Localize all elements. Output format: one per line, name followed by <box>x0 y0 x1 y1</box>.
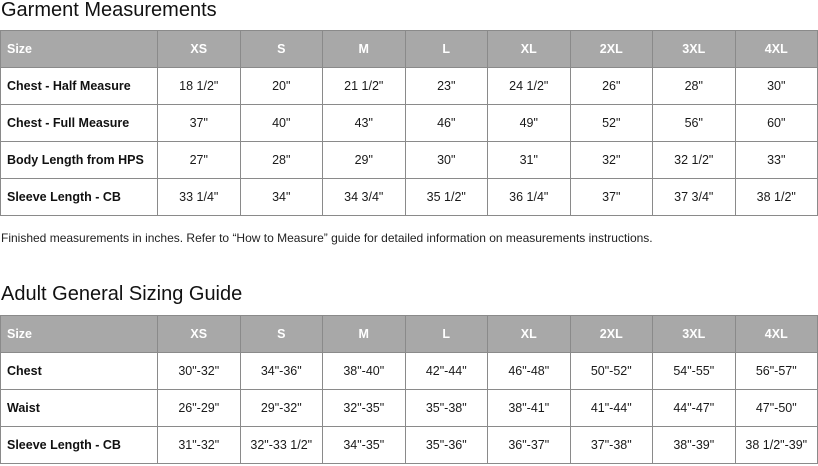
measurement-note: Finished measurements in inches. Refer to “How to Measure” guide for detailed information on measurements instructions. <box>1 231 653 245</box>
size-column-header: Size <box>1 31 158 68</box>
table-cell: 30"-32" <box>158 353 241 390</box>
table-cell: 46"-48" <box>488 353 571 390</box>
table-cell: 37" <box>570 179 653 216</box>
table-cell: 50"-52" <box>570 353 653 390</box>
table-cell: 38"-39" <box>653 427 736 464</box>
table-cell: 32" <box>570 142 653 179</box>
size-header-3xl: 3XL <box>653 31 736 68</box>
table-cell: 18 1/2" <box>158 68 241 105</box>
table-cell: 37 3/4" <box>653 179 736 216</box>
table-cell: 34" <box>240 179 323 216</box>
size-header-xl: XL <box>488 316 571 353</box>
table-cell: 44"-47" <box>653 390 736 427</box>
table-row <box>1 179 818 216</box>
table-cell: 37"-38" <box>570 427 653 464</box>
garment-measurements-title: Garment Measurements <box>1 0 217 21</box>
size-header-xl: XL <box>488 31 571 68</box>
table-cell: 40" <box>240 105 323 142</box>
adult-sizing-guide-table <box>0 315 818 464</box>
table-cell: 60" <box>735 105 818 142</box>
table-cell: 23" <box>405 68 488 105</box>
row-label-chest-full: Chest - Full Measure <box>1 105 158 142</box>
table-row <box>1 68 818 105</box>
size-header-2xl: 2XL <box>570 316 653 353</box>
table-cell: 34 3/4" <box>323 179 406 216</box>
row-label-body-length: Body Length from HPS <box>1 142 158 179</box>
table-cell: 54"-55" <box>653 353 736 390</box>
size-column-header: Size <box>1 316 158 353</box>
adult-sizing-guide-title: Adult General Sizing Guide <box>1 283 243 305</box>
table-cell: 26"-29" <box>158 390 241 427</box>
size-header-4xl: 4XL <box>735 316 818 353</box>
table-cell: 20" <box>240 68 323 105</box>
table-cell: 35"-36" <box>405 427 488 464</box>
table-cell: 33 1/4" <box>158 179 241 216</box>
table-cell: 42"-44" <box>405 353 488 390</box>
size-header-l: L <box>405 31 488 68</box>
size-header-s: S <box>240 31 323 68</box>
table-row <box>1 105 818 142</box>
garment-measurements-table <box>0 30 818 216</box>
table-cell: 31"-32" <box>158 427 241 464</box>
size-header-3xl: 3XL <box>653 316 736 353</box>
table-cell: 35"-38" <box>405 390 488 427</box>
table-cell: 33" <box>735 142 818 179</box>
table-cell: 29"-32" <box>240 390 323 427</box>
row-label-sleeve-length: Sleeve Length - CB <box>1 179 158 216</box>
table-cell: 35 1/2" <box>405 179 488 216</box>
table-cell: 47"-50" <box>735 390 818 427</box>
table-cell: 38"-41" <box>488 390 571 427</box>
table-cell: 34"-36" <box>240 353 323 390</box>
row-label-chest-half: Chest - Half Measure <box>1 68 158 105</box>
table-cell: 34"-35" <box>323 427 406 464</box>
table-cell: 30" <box>735 68 818 105</box>
table-cell: 49" <box>488 105 571 142</box>
table-cell: 41"-44" <box>570 390 653 427</box>
table-cell: 32 1/2" <box>653 142 736 179</box>
table-cell: 38 1/2" <box>735 179 818 216</box>
table-cell: 30" <box>405 142 488 179</box>
table-cell: 38"-40" <box>323 353 406 390</box>
table-cell: 31" <box>488 142 571 179</box>
table-cell: 21 1/2" <box>323 68 406 105</box>
size-header-xs: XS <box>158 31 241 68</box>
table-row <box>1 353 818 390</box>
table-cell: 26" <box>570 68 653 105</box>
size-header-4xl: 4XL <box>735 31 818 68</box>
table-row <box>1 142 818 179</box>
size-header-m: M <box>323 316 406 353</box>
table-cell: 37" <box>158 105 241 142</box>
table-header-row <box>1 316 818 353</box>
table-row <box>1 427 818 464</box>
table-cell: 46" <box>405 105 488 142</box>
table-cell: 32"-35" <box>323 390 406 427</box>
size-header-m: M <box>323 31 406 68</box>
table-cell: 43" <box>323 105 406 142</box>
size-header-2xl: 2XL <box>570 31 653 68</box>
table-cell: 36 1/4" <box>488 179 571 216</box>
table-row <box>1 390 818 427</box>
table-cell: 36"-37" <box>488 427 571 464</box>
table-cell: 24 1/2" <box>488 68 571 105</box>
table-cell: 29" <box>323 142 406 179</box>
table-cell: 28" <box>653 68 736 105</box>
table-cell: 28" <box>240 142 323 179</box>
table-cell: 32"-33 1/2" <box>240 427 323 464</box>
table-cell: 56" <box>653 105 736 142</box>
size-header-xs: XS <box>158 316 241 353</box>
table-header-row <box>1 31 818 68</box>
row-label-waist: Waist <box>1 390 158 427</box>
table-cell: 38 1/2"-39" <box>735 427 818 464</box>
table-cell: 27" <box>158 142 241 179</box>
size-header-l: L <box>405 316 488 353</box>
table-cell: 52" <box>570 105 653 142</box>
table-cell: 56"-57" <box>735 353 818 390</box>
row-label-sleeve-length: Sleeve Length - CB <box>1 427 158 464</box>
row-label-chest: Chest <box>1 353 158 390</box>
size-header-s: S <box>240 316 323 353</box>
